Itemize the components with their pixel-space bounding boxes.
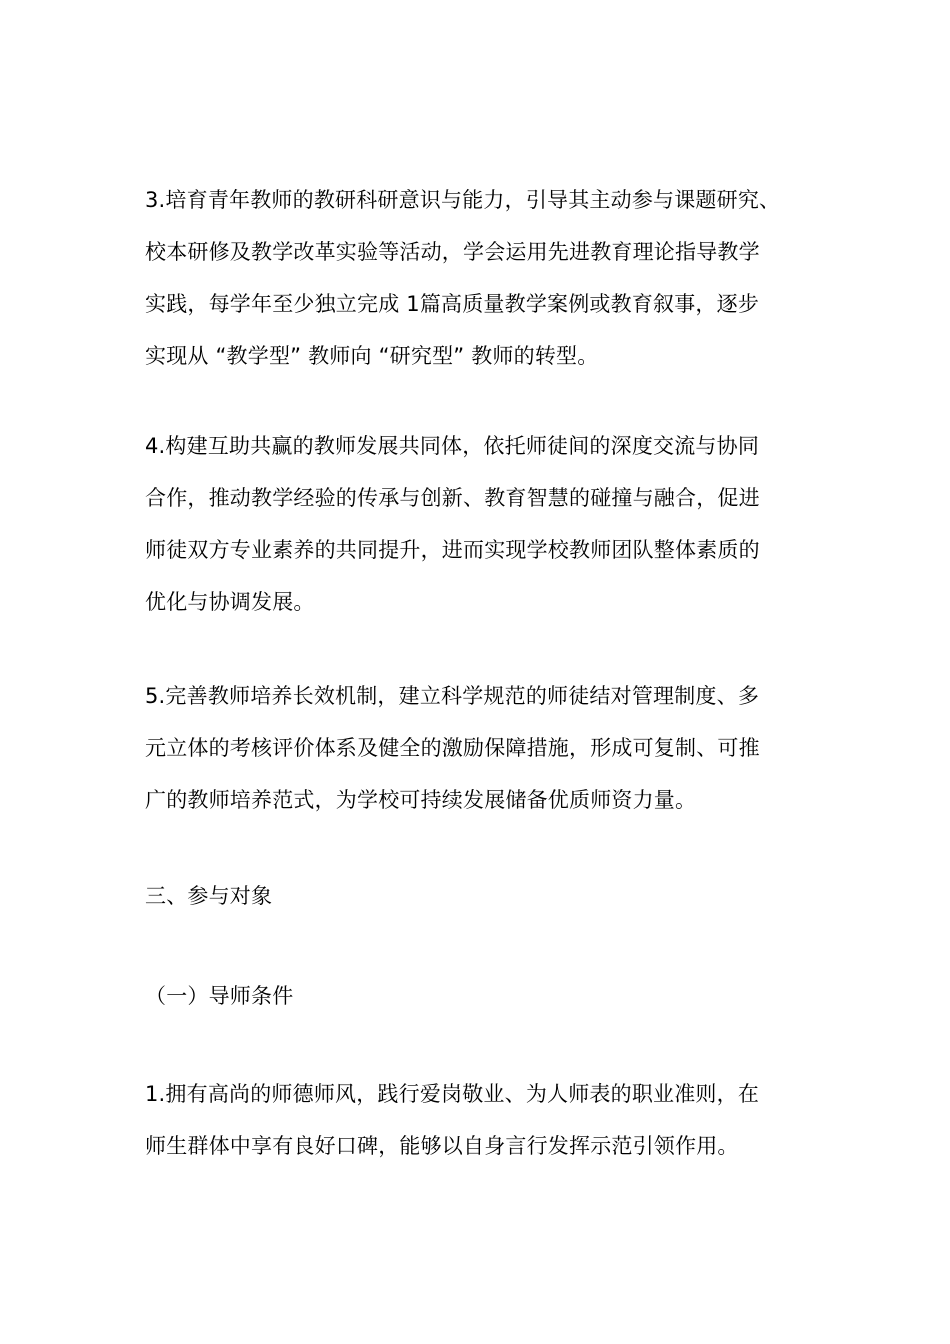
- text-line: 元立体的考核评价体系及健全的激励保障措施，形成可复制、可推: [145, 736, 760, 760]
- paragraph-goal-4: [145, 420, 810, 628]
- heading-text: 三、参与对象: [145, 884, 273, 908]
- subsection-heading-mentor-conditions: [145, 970, 810, 1022]
- text-line: 1.拥有高尚的师德师风，践行爱岗敬业、为人师表的职业准则，在: [145, 1082, 760, 1106]
- text-line: 师徒双方专业素养的共同提升，进而实现学校教师团队整体素质的: [145, 538, 760, 562]
- text-line: 4.构建互助共赢的教师发展共同体，依托师徒间的深度交流与协同: [145, 434, 760, 458]
- text-line: 师生群体中享有良好口碑，能够以自身言行发挥示范引领作用。: [145, 1134, 739, 1158]
- text-line: 实践，每学年至少独立完成 1篇高质量教学案例或教育叙事，逐步: [145, 292, 760, 316]
- text-line: 校本研修及教学改革实验等活动，学会运用先进教育理论指导教学: [145, 240, 760, 264]
- heading-text: （一）导师条件: [145, 984, 294, 1008]
- paragraph-goal-3: [145, 174, 810, 382]
- text-line: 3.培育青年教师的教研科研意识与能力，引导其主动参与课题研究、: [145, 188, 781, 212]
- text-line: 5.完善教师培养长效机制，建立科学规范的师徒结对管理制度、多: [145, 684, 760, 708]
- text-line: 合作，推动教学经验的传承与创新、教育智慧的碰撞与融合，促进: [145, 486, 760, 510]
- text-line: 实现从 “教学型” 教师向 “研究型” 教师的转型。: [145, 344, 599, 368]
- section-heading-participants: [145, 870, 810, 922]
- text-line: 优化与协调发展。: [145, 590, 315, 614]
- paragraph-goal-5: [145, 670, 810, 826]
- text-line: 广的教师培养范式，为学校可持续发展储备优质师资力量。: [145, 788, 697, 812]
- paragraph-mentor-condition-1: [145, 1068, 810, 1172]
